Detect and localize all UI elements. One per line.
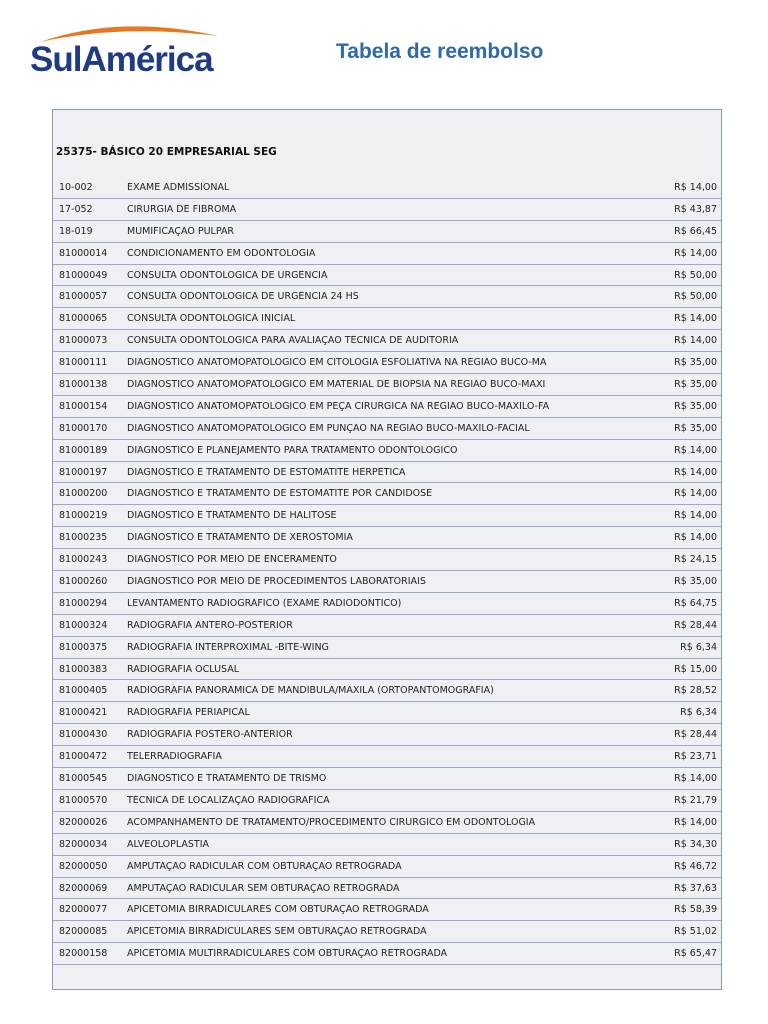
procedure-description: RADIOGRAFIA OCLUSAL (127, 663, 240, 675)
procedure-description: DIAGNÓSTICO ANATOMOPATOLÓGICO EM PUNÇÃO NA REGIÃO BUCO-MAXILO-FACIAL (127, 422, 530, 434)
procedure-description: DIAGNÓSTICO E TRATAMENTO DE ESTOMATITE HERPÉTICA (127, 466, 406, 478)
procedure-code: 81000197 (59, 466, 108, 478)
procedure-description: RADIOGRAFIA PERIAPICAL (127, 707, 250, 719)
table-row (53, 746, 721, 768)
procedure-code: 81000405 (59, 685, 108, 697)
table-row (53, 286, 721, 308)
procedure-price: R$ 43,87 (674, 203, 717, 215)
procedure-description: RADIOGRAFIA ANTERO-POSTERIOR (127, 619, 293, 631)
procedure-description: RADIOGRAFIA POSTERO-ANTERIOR (127, 729, 293, 741)
procedure-price: R$ 58,39 (674, 904, 717, 916)
procedure-price: R$ 14,00 (674, 444, 717, 456)
procedure-code: 82000034 (59, 838, 108, 850)
procedure-description: CONSULTA ODONTOLÓGICA DE URGÊNCIA (127, 269, 328, 281)
procedure-code: 81000243 (59, 554, 108, 566)
reimbursement-table (52, 109, 722, 990)
procedure-code: 81000219 (59, 510, 108, 522)
procedure-price: R$ 14,00 (674, 488, 717, 500)
procedure-price: R$ 28,44 (674, 729, 717, 741)
procedure-description: CONSULTA ODONTOLÓGICA INICIAL (127, 313, 296, 325)
procedure-price: R$ 34,30 (674, 838, 717, 850)
procedure-price: R$ 14,00 (674, 532, 717, 544)
procedure-price: R$ 14,00 (674, 335, 717, 347)
sulamerica-logo (22, 20, 232, 80)
procedure-description: DIAGNÓSTICO E PLANEJAMENTO PARA TRATAMENTO ODONTOLÓGICO (127, 444, 458, 456)
procedure-price: R$ 14,00 (674, 510, 717, 522)
procedure-description: AMPUTAÇÃO RADICULAR COM OBTURAÇÃO RETRÓGRADA (127, 860, 402, 872)
procedure-description: APICETOMIA MULTIRRADICULARES COM OBTURAÇÃO RETRÓGRADA (127, 948, 448, 960)
procedure-description: DIAGNÓSTICO POR MEIO DE PROCEDIMENTOS LABORATORIAIS (127, 576, 426, 588)
table-row (53, 527, 721, 549)
procedure-price: R$ 66,45 (674, 225, 717, 237)
table-row (53, 878, 721, 900)
procedure-price: R$ 46,72 (674, 860, 717, 872)
procedure-price: R$ 14,00 (674, 773, 717, 785)
procedure-price: R$ 35,00 (674, 576, 717, 588)
procedure-code: 81000235 (59, 532, 108, 544)
table-row (53, 834, 721, 856)
procedure-description: RADIOGRAFIA PANORÂMICA DE MANDÍBULA/MAXILA (ORTOPANTOMOGRAFIA) (127, 685, 494, 697)
table-row (53, 308, 721, 330)
procedure-price: R$ 35,00 (674, 357, 717, 369)
table-row (53, 352, 721, 374)
table-row (53, 680, 721, 702)
procedure-price: R$ 35,00 (674, 422, 717, 434)
procedure-code: 81000111 (59, 357, 108, 369)
procedure-description: ACOMPANHAMENTO DE TRATAMENTO/PROCEDIMENTO CIRÚRGICO EM ODONTOLOGIA (127, 816, 536, 828)
procedure-description: APICETOMIA BIRRADICULARES COM OBTURAÇÃO RETRÓGRADA (127, 904, 429, 916)
procedure-price: R$ 24,15 (674, 554, 717, 566)
table-row (53, 593, 721, 615)
table-row (53, 812, 721, 834)
procedure-description: APICETOMIA BIRRADICULARES SEM OBTURAÇÃO RETRÓGRADA (127, 926, 427, 938)
table-row (53, 199, 721, 221)
procedure-price: R$ 50,00 (674, 269, 717, 281)
procedure-price: R$ 14,00 (674, 816, 717, 828)
procedure-code: 81000138 (59, 379, 108, 391)
table-row (53, 921, 721, 943)
procedure-code: 81000189 (59, 444, 108, 456)
table-row (53, 571, 721, 593)
procedure-price: R$ 28,52 (674, 685, 717, 697)
table-row (53, 374, 721, 396)
procedure-price: R$ 64,75 (674, 597, 717, 609)
table-row (53, 899, 721, 921)
table-row (53, 243, 721, 265)
procedure-description: DIAGNÓSTICO POR MEIO DE ENCERAMENTO (127, 554, 337, 566)
table-row (53, 702, 721, 724)
procedure-price: R$ 50,00 (674, 291, 717, 303)
procedure-description: RADIOGRAFIA INTERPROXIMAL -BITE-WING (127, 641, 329, 653)
procedure-code: 81000014 (59, 247, 108, 259)
table-row (53, 396, 721, 418)
table-row (53, 440, 721, 462)
page-title: Tabela de reembolso (336, 40, 544, 63)
procedure-price: R$ 28,44 (674, 619, 717, 631)
table-row (53, 221, 721, 243)
procedure-price: R$ 14,00 (674, 466, 717, 478)
brand-name: SulAmérica (30, 40, 213, 79)
procedure-code: 81000170 (59, 422, 108, 434)
procedure-description: TÉCNICA DE LOCALIZAÇÃO RADIOGRAFICA (127, 794, 330, 806)
procedure-code: 82000077 (59, 904, 108, 916)
procedure-code: 81000154 (59, 400, 108, 412)
table-row (53, 659, 721, 681)
procedure-code: 81000383 (59, 663, 108, 675)
procedure-code: 82000085 (59, 926, 108, 938)
procedure-code: 82000026 (59, 816, 108, 828)
procedure-code: 18-019 (59, 225, 93, 237)
table-row (53, 549, 721, 571)
procedure-code: 82000050 (59, 860, 108, 872)
table-row (53, 265, 721, 287)
procedure-code: 81000049 (59, 269, 108, 281)
procedure-code: 81000375 (59, 641, 108, 653)
procedure-price: R$ 51,02 (674, 926, 717, 938)
procedure-description: AMPUTAÇÃO RADICULAR SEM OBTURAÇÃO RETRÓGRADA (127, 882, 400, 894)
procedure-price: R$ 15,00 (674, 663, 717, 675)
procedure-description: EXAME ADMISSIONAL (127, 182, 230, 193)
table-row (53, 330, 721, 352)
procedure-code: 81000570 (59, 794, 108, 806)
procedure-description: DIAGNÓSTICO E TRATAMENTO DE TRISMO (127, 773, 327, 785)
procedure-description: TELERRADIOGRAFIA (127, 751, 222, 763)
procedure-code: 81000324 (59, 619, 108, 631)
table-row (53, 483, 721, 505)
table-row (53, 724, 721, 746)
procedure-price: R$ 35,00 (674, 379, 717, 391)
procedure-code: 81000073 (59, 335, 108, 347)
table-row (53, 943, 721, 965)
table-row (53, 637, 721, 659)
table-row (53, 856, 721, 878)
procedure-price: R$ 6,34 (680, 707, 717, 719)
procedure-description: DIAGNÓSTICO E TRATAMENTO DE XEROSTOMIA (127, 532, 353, 544)
procedure-description: CONDICIONAMENTO EM ODONTOLOGIA (127, 247, 316, 259)
procedure-code: 81000294 (59, 597, 108, 609)
procedure-description: DIAGNÓSTICO ANATOMOPATOLÓGICO EM CITOLOGIA ESFOLIATIVA NA REGIÃO BUCO-MA (127, 357, 547, 369)
procedure-description: MUMIFICAÇÃO PULPAR (127, 225, 235, 237)
procedure-description: DIAGNÓSTICO E TRATAMENTO DE HALITOSE (127, 510, 337, 522)
procedure-price: R$ 37,63 (674, 882, 717, 894)
table-rows (53, 177, 721, 965)
procedure-code: 81000430 (59, 729, 108, 741)
table-row (53, 615, 721, 637)
procedure-description: CONSULTA ODONTOLÓGICA PARA AVALIAÇÃO TÉCNICA DE AUDITORIA (127, 335, 459, 347)
plan-title: 25375- BÁSICO 20 EMPRESARIAL SEG (56, 146, 277, 158)
procedure-code: 81000545 (59, 773, 108, 785)
table-row (53, 790, 721, 812)
procedure-code: 10-002 (59, 182, 93, 193)
procedure-description: DIAGNÓSTICO ANATOMOPATOLÓGICO EM MATERIAL DE BIÓPSIA NA REGIÃO BUCO-MAXI (127, 379, 546, 391)
procedure-code: 17-052 (59, 203, 93, 215)
procedure-price: R$ 35,00 (674, 400, 717, 412)
procedure-price: R$ 65,47 (674, 948, 717, 960)
procedure-price: R$ 14,00 (674, 182, 717, 193)
table-row (53, 177, 721, 199)
procedure-code: 81000421 (59, 707, 108, 719)
procedure-price: R$ 23,71 (674, 751, 717, 763)
procedure-code: 81000200 (59, 488, 108, 500)
procedure-price: R$ 14,00 (674, 313, 717, 325)
procedure-description: CONSULTA ODONTOLÓGICA DE URGÊNCIA 24 HS (127, 291, 359, 303)
procedure-description: LEVANTAMENTO RADIOGRÁFICO (EXAME RADIODÔNTICO) (127, 597, 402, 609)
procedure-description: CIRURGIA DE FIBROMA (127, 203, 237, 215)
table-row (53, 418, 721, 440)
procedure-description: DIAGNÓSTICO ANATOMOPATOLÓGICO EM PEÇA CIRÚRGICA NA REGIÃO BUCO-MAXILO-FA (127, 400, 550, 412)
table-row (53, 505, 721, 527)
procedure-code: 81000065 (59, 313, 108, 325)
table-row (53, 462, 721, 484)
procedure-price: R$ 14,00 (674, 247, 717, 259)
procedure-price: R$ 21,79 (674, 794, 717, 806)
procedure-code: 81000472 (59, 751, 108, 763)
procedure-price: R$ 6,34 (680, 641, 717, 653)
table-row (53, 768, 721, 790)
procedure-code: 82000069 (59, 882, 108, 894)
procedure-code: 81000260 (59, 576, 108, 588)
procedure-code: 81000057 (59, 291, 108, 303)
procedure-code: 82000158 (59, 948, 108, 960)
procedure-description: DIAGNÓSTICO E TRATAMENTO DE ESTOMATITE POR CANDIDOSE (127, 488, 433, 500)
procedure-description: ALVEOLOPLASTIA (127, 838, 210, 850)
